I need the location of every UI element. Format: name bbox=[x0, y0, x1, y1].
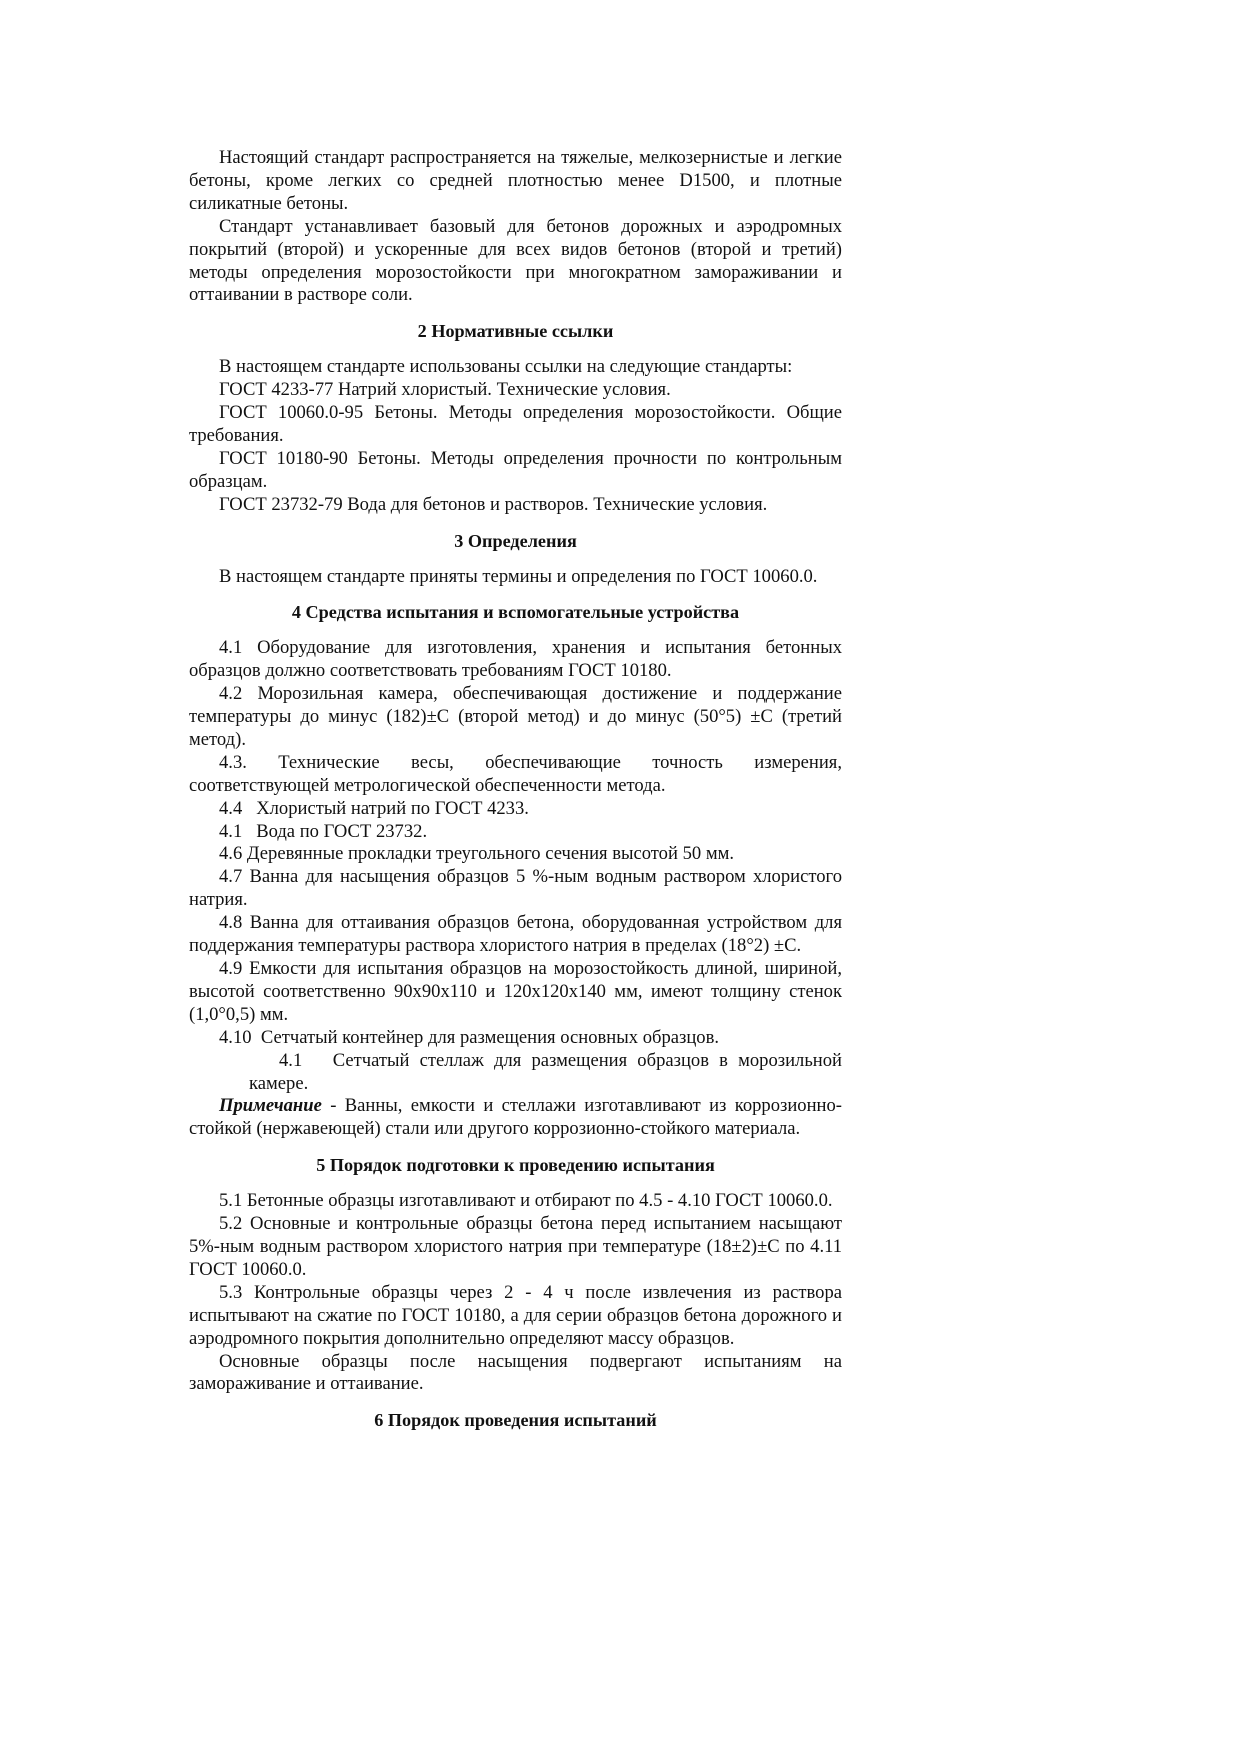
reference-item: ГОСТ 10180-90 Бетоны. Методы определения прочности по контрольным образцам. bbox=[189, 447, 842, 492]
section-4-heading: 4 Средства испытания и вспомогательные устройства bbox=[291, 602, 740, 623]
intro-paragraph: Настоящий стандарт распространяется на тяжелые, мелкозернистые и легкие бетоны, кроме легких со средней плотностью менее D1500, и плотные силикатные бетоны. bbox=[189, 147, 842, 214]
intro-paragraph: Стандарт устанавливает базовый для бетонов дорожных и аэродромных покрытий (второй) и ускоренные для всех видов бетонов (второй и третий) методы определения морозостойкости при многократном замораживании и оттаивании в растворе соли. bbox=[189, 215, 842, 306]
section-2-heading: 2 Нормативные ссылки bbox=[417, 321, 614, 342]
section-4-item: 4.9 Емкости для испытания образцов на морозостойкость длиной, шириной, высотой соответственно 90х90х110 и 120х120х140 мм, имеют толщину стенок (1,0°0,5) мм. bbox=[189, 958, 842, 1025]
section-4-note bbox=[189, 1095, 842, 1141]
section-2-paragraph: В настоящем стандарте использованы ссылки на следующие стандарты: bbox=[219, 356, 793, 378]
section-5-item: 5.1 Бетонные образцы изготавливают и отбирают по 4.5 - 4.10 ГОСТ 10060.0. bbox=[219, 1190, 833, 1212]
section-5-heading: 5 Порядок подготовки к проведению испытания bbox=[316, 1155, 715, 1176]
section-4-item: 4.1 Оборудование для изготовления, хранения и испытания бетонных образцов должно соответствовать требованиям ГОСТ 10180. bbox=[189, 637, 842, 682]
section-4-item: 4.10 Сетчатый контейнер для размещения основных образцов. bbox=[219, 1026, 720, 1048]
section-3-heading: 3 Определения bbox=[454, 530, 577, 551]
document-page bbox=[189, 147, 847, 1445]
section-4-item: 4.3. Технические весы, обеспечивающие точность измерения, соответствующей метрологической обеспеченности метода. bbox=[189, 751, 842, 796]
section-5-item: Основные образцы после насыщения подвергают испытаниям на замораживание и оттаивание. bbox=[189, 1350, 842, 1395]
section-4-item: 4.8 Ванна для оттаивания образцов бетона, оборудованная устройством для поддержания температуры раствора хлористого натрия в пределах (18°2) ±С. bbox=[189, 912, 842, 957]
section-4-item: 4.7 Ванна для насыщения образцов 5 %-ным водным раствором хлористого натрия. bbox=[189, 866, 842, 911]
section-4-sub-item: 4.1 Сетчатый стеллаж для размещения образцов в морозильной камере. bbox=[249, 1049, 847, 1094]
reference-item: ГОСТ 10060.0-95 Бетоны. Методы определения морозостойкости. Общие требования. bbox=[189, 402, 842, 446]
reference-item: ГОСТ 23732-79 Вода для бетонов и растворов. Технические условия. bbox=[219, 493, 768, 515]
section-4-item: 4.4 Хлористый натрий по ГОСТ 4233. bbox=[219, 797, 529, 819]
section-4-item: 4.2 Морозильная камера, обеспечивающая достижение и поддержание температуры до минус (182)±С (второй метод) и до минус (50°5) ±С (третий метод). bbox=[189, 683, 842, 750]
section-5-item: 5.3 Контрольные образцы через 2 - 4 ч после извлечения из раствора испытывают на сжатие по ГОСТ 10180, а для серии образцов бетона дорожного и аэродромного покрытия дополнительно определяют массу образцов. bbox=[189, 1281, 842, 1349]
section-6-heading: 6 Порядок проведения испытаний bbox=[374, 1410, 657, 1431]
section-4-item: 4.6 Деревянные прокладки треугольного сечения высотой 50 мм. bbox=[219, 843, 735, 865]
section-3-paragraph: В настоящем стандарте приняты термины и определения по ГОСТ 10060.0. bbox=[219, 565, 818, 587]
section-5-item: 5.2 Основные и контрольные образцы бетона перед испытанием насыщают 5%-ным водным раствором хлористого натрия при температуре (18±2)±С по 4.11 ГОСТ 10060.0. bbox=[189, 1213, 842, 1280]
section-4-item: 4.1 Вода по ГОСТ 23732. bbox=[219, 820, 428, 842]
note-label: Примечание bbox=[219, 1095, 322, 1117]
reference-item: ГОСТ 4233-77 Натрий хлористый. Технические условия. bbox=[219, 379, 671, 401]
note-text: - Ванны, емкости и стеллажи изготавливают из коррозионно-стойкой (нержавеющей) стали или другого коррозионно-стойкого материала. bbox=[189, 1095, 842, 1140]
